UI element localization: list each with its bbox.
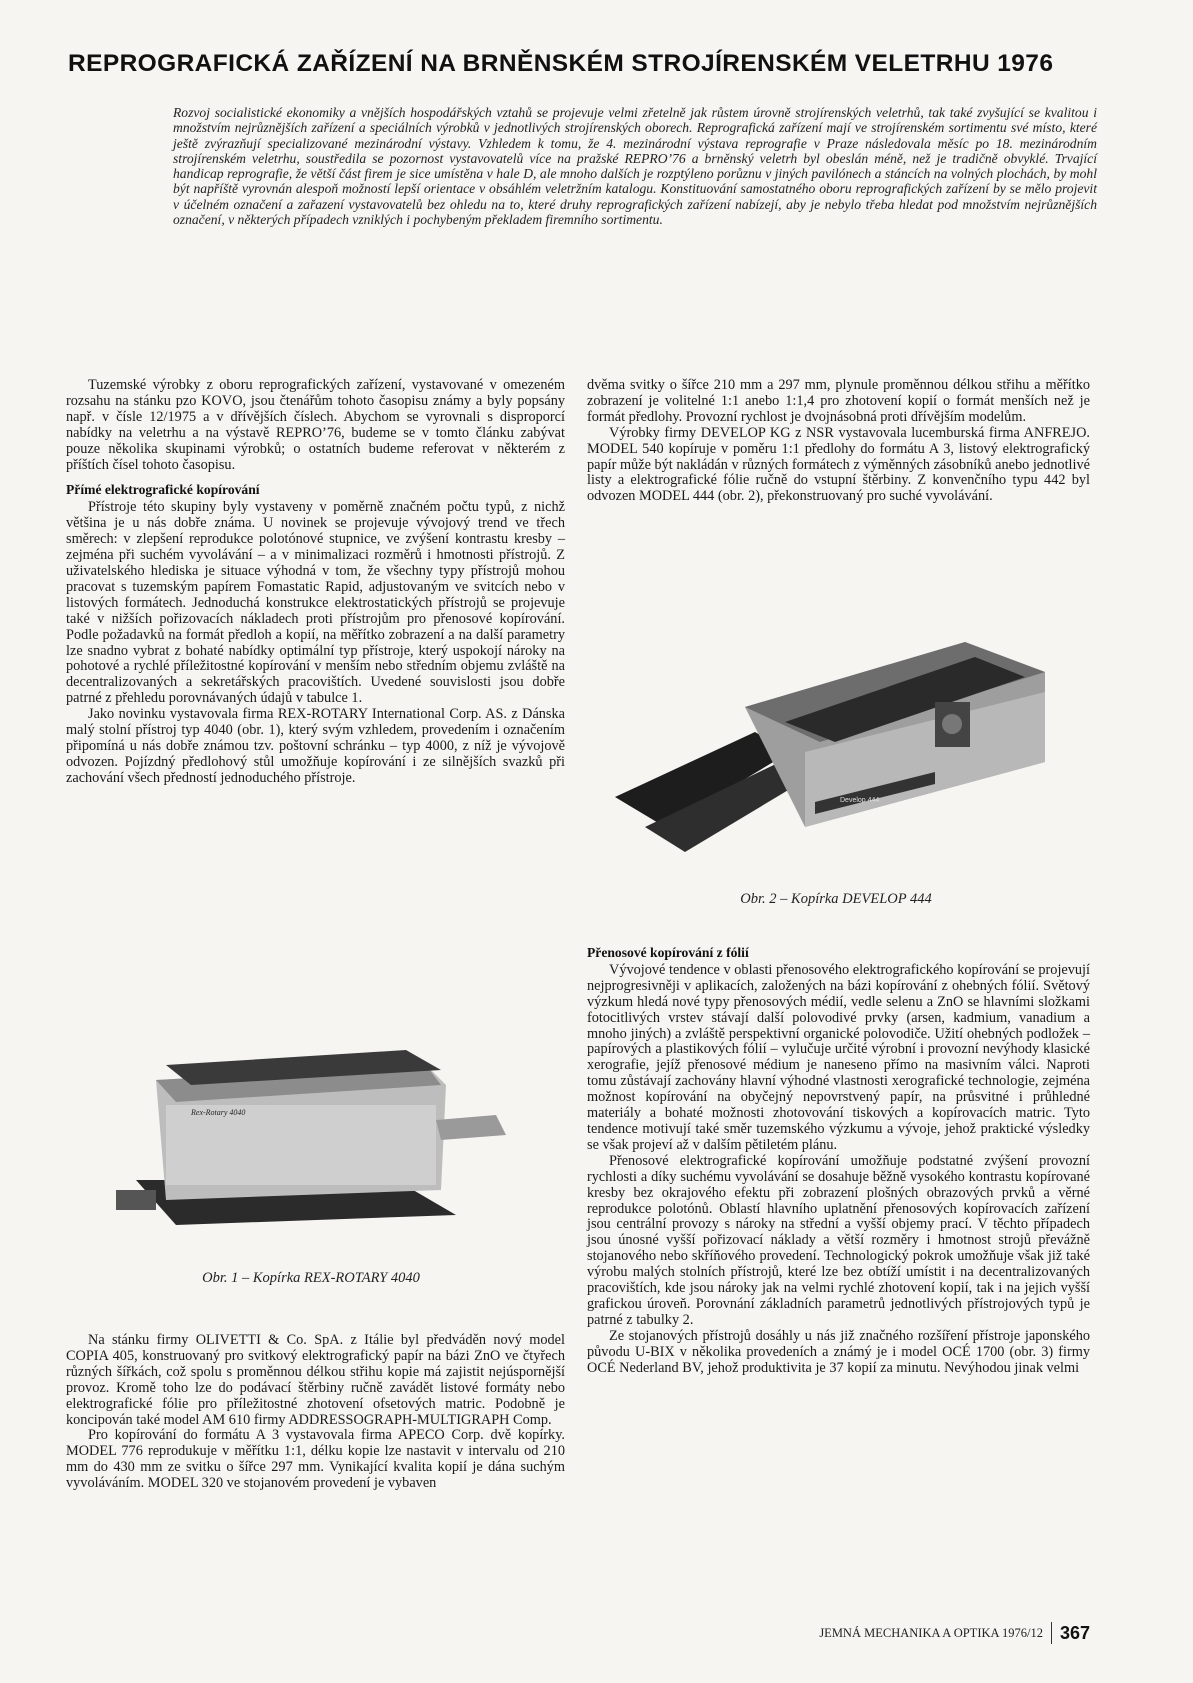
paragraph: Na stánku firmy OLIVETTI & Co. SpA. z Itálie byl předváděn nový model COPIA 405, konstruovaný pro svitkový elektrografický papír na bázi ZnO ve čtyřech různých šířkách, což spolu s proměnnou délkou střihu kopie má zajistit nejúspornější provoz. Kromě toho lze do podávací štěrbiny ručně zavádět listové formáty nebo elektrografické fólie pro příležitostné zhotovení ofsetových matric. Podobně je koncipován také model AM 610 firmy ADDRESSOGRAPH-MULTIGRAPH Comp.: [66, 1332, 565, 1428]
paragraph: Přenosové elektrografické kopírování umožňuje podstatné zvýšení provozní rychlosti a díky suchému vyvolávání se dosahuje běžně vysokého kontrastu kopírované kresby bez okrajového efektu při zobrazení plošných obrazových prvků a věrné reprodukce polotónů. Oblastí hlavního uplatnění přenosových kopírovacích zařízení jsou centrální provozy s nároky na střední a vyšší objemy prací. V těchto případech jsou únosné vyšší pořizovací náklady a větší rozměry i hmotnost strojů převážně stojanového nebo skříňového provedení. Technologický pokrok umožňuje však již také výrobu malých stolních přístrojů, které lze bez obtíží umístit i na decentralizovaných pracovištích, kde jsou nároky jak na velmi rychlé zhotovení kopií, tak i na jejich vyšší grafickou úroveň. Porovnání základních parametrů jednotlivých přístrojových typů je patrné z tabulky 2.: [587, 1152, 1090, 1328]
paragraph: Pro kopírování do formátu A 3 vystavovala firma APECO Corp. dvě kopírky. MODEL 776 reprodukuje v měřítku 1:1, délku kopie lze nastavit v intervalu od 210 mm do 430 mm ze svitku o šířce 297 mm. Vynikající kvalita kopií je dána suchým vyvoláváním. MODEL 320 ve stojanovém provedení je vybaven: [66, 1427, 565, 1492]
figure-2-caption: Obr. 2 – Kopírka DEVELOP 444: [740, 891, 932, 907]
figure-1-device-label: Rex-Rotary 4040: [191, 1108, 246, 1117]
paragraph: Jako novinku vystavovala firma REX-ROTARY International Corp. AS. z Dánska malý stolní přístroj typ 4040 (obr. 1), který svým vzhledem, provedením i označením připomíná u nás dobře známou tzv. poštovní schránku – typ 4000, z níž je vývojově odvozen. Pojízdný předlohový stůl umožňuje kopírování i ze silnějších svazků při zachování všech předností jednoduchého přístroje.: [66, 706, 565, 786]
paragraph: Tuzemské výrobky z oboru reprografických zařízení, vystavované v omezeném rozsahu na stánku pzo KOVO, jsou čtenářům tohoto časopisu známy a byly popsány např. v čísle 12/1975 a v dřívějších číslech. Abychom se vyrovnali s disproporcí nabídky na veletrhu a na výstavě REPRO’76, budeme se v tomto článku zabývat pouze několika skupinami výrobků; o ostatních budeme referovat v některém z příštích čísel tohoto časopisu.: [66, 377, 565, 473]
page-number: 367: [1059, 1622, 1090, 1643]
section-heading: Přímé elektrografické kopírování: [66, 482, 260, 498]
figure-rex-rotary-photo: [96, 1010, 526, 1238]
article-lead: Rozvoj socialistické ekonomiky a vnějších hospodářských vztahů se projevuje velmi zřetelně jak růstem úrovně strojírenských veletrhů, tak také zvyšující se kvalitou i množstvím nejrůznějších zařízení a speciálních výrobků v jednotlivých strojírenských oborech. Reprografická zařízení mají ve strojírenském sortimentu své místo, které ještě zvýrazňují specializované mezinárodní výstavy. Vzhledem k tomu, že 4. mezinárodní výstava reprografie v Praze následovala měsíc po 18. mezinárodním strojírenském veletrhu, soustředila se pozornost vystavovatelů více na pražské REPRO’76 a brněnský veletrh byl obeslán méně, než je tradičně obvyklé. Trvající handicap reprografie, že větší část firem je sice umístěna v hale D, ale mnoho dalších je rozptýleno porůznu v jiných pavilónech a stáncích na volných plochách, by mohl být napříště vyrovnán alespoň možností lepší orientace v obsáhlém veletržním katalogu. Konstituování samostatného oboru reprografických zařízení by se mělo projevit v účelném označení a zařazení vystavovatelů bez ohledu na to, které druhy reprografických zařízení nabízejí, aby je nebylo třeba hledat pod množstvím nejrůznějších označení, v některých případech vzniklých i pochybeným překladem firemního sortimentu.: [173, 105, 1097, 228]
left-column-top: [66, 378, 565, 787]
figure-develop-photo: [605, 612, 1067, 870]
paragraph: Přístroje této skupiny byly vystaveny v poměrně značném počtu typů, z nichž většina je u nás dobře známa. U novinek se projevuje vývojový trend ve třech směrech: v zlepšení reprodukce polotónové stupnice, ve zvýšení kontrastu kresby – zejména při suchém vyvolávání – a v minimalizaci rozměrů i hmotnosti přístrojů. Z uživatelského hlediska je situace výhodná v tom, že všechny typy přístrojů mohou pracovat s tuzemským papírem Fomastatic Rapid, adjustovaným ve svitcích nebo v listových formátech. Jednoduchá konstrukce elektrostatických přístrojů se projevuje také v nižších pořizovacích nákladech proti přístrojům pro přenosové kopírování. Podle požadavků na formát předloh a kopií, na měřítko zobrazení a na další parametry lze snadno vybrat z bohaté nabídky optimální typ přístroje, který uspokojí nároky na pohotové a rychlé příležitostné kopírování v menším nebo středním objemu zvláště na decentralizovaných a sekretářských pracovištích. Uvedené souvislosti jsou dobře patrné z přehledu porovnávaných údajů v tabulce 1.: [66, 499, 565, 707]
figure-1-caption: Obr. 1 – Kopírka REX-ROTARY 4040: [202, 1270, 420, 1286]
figure-2-device-label: Develop 444: [840, 797, 880, 804]
right-column-bottom: [587, 936, 1090, 1376]
paragraph: Ze stojanových přístrojů dosáhly u nás již značného rozšíření přístroje japonského původu U-BIX v několika provedeních a známý je i model OCÉ 1700 (obr. 3) firmy OCÉ Nederland BV, jehož produktivita je 37 kopií za minutu. Nevýhodou jinak velmi: [587, 1327, 1090, 1376]
left-column-bottom: [66, 1333, 565, 1492]
right-column-top: [587, 378, 1090, 505]
journal-name: JEMNÁ MECHANIKA A OPTIKA 1976/12: [819, 1625, 1043, 1640]
paragraph: dvěma svitky o šířce 210 mm a 297 mm, plynule proměnnou délkou střihu a měřítko zobrazení je volitelné 1:1 anebo 1:1,4 pro zhotovení kopií o formát menších než je formát předlohy. Provozní rychlost je dvojnásobná proti dřívějším modelům.: [587, 377, 1090, 425]
article-headline: REPROGRAFICKÁ ZAŘÍZENÍ NA BRNĚNSKÉM STROJÍRENSKÉM VELETRHU 1976: [68, 50, 1054, 77]
page-footer: [819, 1622, 1090, 1644]
paragraph: Výrobky firmy DEVELOP KG z NSR vystavovala lucemburská firma ANFREJO. MODEL 540 kopíruje v poměru 1:1 předlohy do formátu A 3, listový elektrografický papír může být nakládán v různých formátech z výměnných zásobníků anebo jednotlivé listy a elektrografické fólie ručně do vstupní štěrbiny. Z konvenčního typu 442 byl odvozen MODEL 444 (obr. 2), překonstruovaný pro suché vyvolávání.: [587, 424, 1090, 505]
section-heading: Přenosové kopírování z fólií: [587, 945, 749, 960]
paragraph: Vývojové tendence v oblasti přenosového elektrografického kopírování se projevují nejprogresivněji v aplikacích, založených na bázi kopírování z ohebných fólií. Světový výzkum hledá nové typy přenosových médií, vedle selenu a ZnO se hlavními složkami fotocitlivých vrstev stávají další polovodivé prvky (arsen, kadmium, vanadium a mnoho jiných) a zvláště perspektivní organické polovodiče. Užití ohebných podložek – papírových a plastikových fólií – vylučuje určité výrobní i provozní nevýhody klasické xerografie, jejíž přenosové médium je naneseno přímo na masivním válci. Naproti tomu zůstávají zachovány hlavní výhodné vlastnosti xerografické technologie, zejména možnost kopírování na obyčejný nepovrstvený papír, na průsvitné i průhledné materiály a bohaté možnosti zhotovování tiskových a kopírovacích matric. Tyto tendence motivují také směr tuzemského výzkumu a vývoje, jehož praktické výsledky se však projeví až v dalším pětiletém plánu.: [587, 961, 1090, 1153]
footer-divider: [1051, 1622, 1052, 1644]
